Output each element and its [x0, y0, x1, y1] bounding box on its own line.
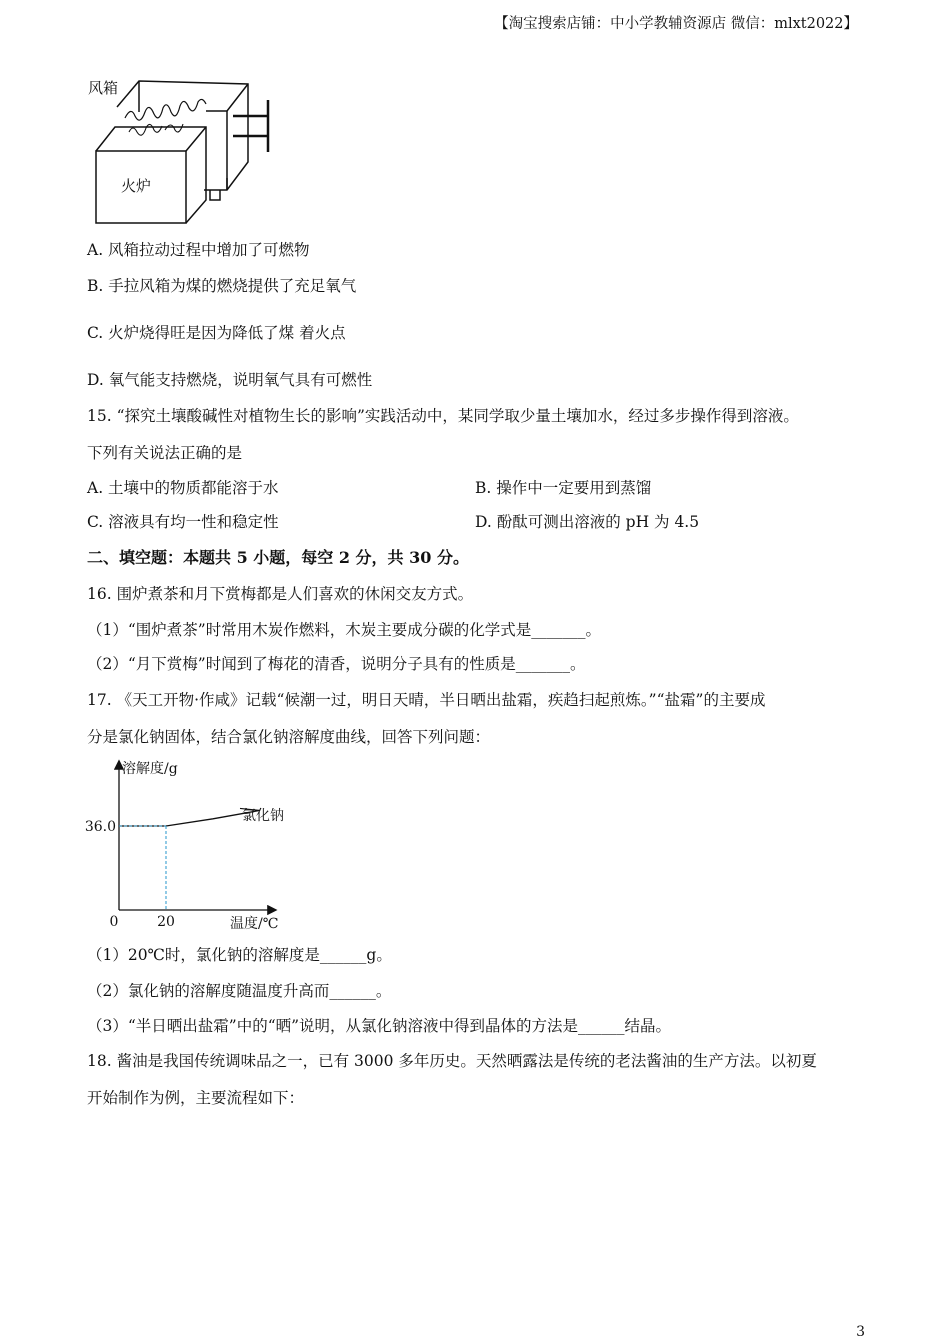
x-axis-label: 温度/℃	[230, 916, 279, 932]
q16-part1: （1）“围炉煮茶”时常用木炭作燃料，木炭主要成分碳的化学式是_______。	[87, 621, 601, 639]
q15-option-c: C. 溶液具有均一性和稳定性	[87, 513, 279, 531]
q17-part3: （3）“半日晒出盐霜”中的“晒”说明，从氯化钠溶液中得到晶体的方法是______结晶。	[87, 1017, 672, 1035]
y-axis-label: 溶解度/g	[122, 761, 178, 777]
q16-stem: 16. 围炉煮茶和月下赏梅都是人们喜欢的休闲交友方式。	[87, 585, 474, 603]
series-label-nacl: 氯化钠	[242, 808, 284, 824]
q15-stem-line2: 下列有关说法正确的是	[87, 444, 243, 462]
q18-stem-line1: 18. 酱油是我国传统调味品之一，已有 3000 多年历史。天然晒露法是传统的老法酱油的生产方法。以初夏	[87, 1052, 817, 1070]
page-header: 【淘宝搜索店铺：中小学教辅资源店 微信：mlxt2022】	[494, 16, 858, 32]
q15-option-b: B. 操作中一定要用到蒸馏	[475, 479, 652, 497]
section2-title: 二、填空题：本题共 5 小题，每空 2 分，共 30 分。	[87, 548, 469, 567]
bellows-handle	[233, 100, 268, 152]
q14-option-d: D. 氧气能支持燃烧，说明氧气具有可燃性	[87, 371, 373, 389]
q14-option-c: C. 火炉烧得旺是因为降低了煤 着火点	[87, 324, 346, 342]
q17-part1: （1）20℃时，氯化钠的溶解度是______g。	[87, 946, 392, 964]
bellows-label: 风箱	[88, 79, 119, 97]
furnace-bellows-figure	[85, 74, 285, 229]
x-tick-0: 0	[109, 914, 119, 930]
q17-part2: （2）氯化钠的溶解度随温度升高而______。	[87, 982, 392, 1000]
solubility-chart	[80, 755, 320, 935]
page-number: 3	[856, 1324, 865, 1340]
bellows-box	[117, 81, 248, 190]
y-tick-36: 36.0	[84, 819, 116, 835]
q14-option-b: B. 手拉风箱为煤的燃烧提供了充足氧气	[87, 277, 357, 295]
q16-part2: （2）“月下赏梅”时闻到了梅花的清香，说明分子具有的性质是_______。	[87, 655, 586, 673]
furnace-label: 火炉	[121, 177, 152, 195]
q15-option-d: D. 酚酞可测出溶液的 pH 为 4.5	[475, 513, 700, 531]
q15-stem-line1: 15. “探究土壤酸碱性对植物生长的影响”实践活动中，某同学取少量土壤加水，经过多步操作得到溶液。	[87, 407, 799, 425]
q18-stem-line2: 开始制作为例，主要流程如下：	[87, 1089, 305, 1107]
nacl-solubility-curve	[119, 810, 260, 826]
q15-option-a: A. 土壤中的物质都能溶于水	[87, 479, 279, 497]
q17-stem-line2: 分是氯化钠固体，结合氯化钠溶解度曲线，回答下列问题：	[87, 728, 491, 746]
q14-option-a: A. 风箱拉动过程中增加了可燃物	[87, 241, 310, 259]
q17-stem-line1: 17. 《天工开物·作咸》记载“候潮一过，明日天晴，半日晒出盐霜，疾趋扫起煎炼。”“盐霜”的主要成	[87, 691, 766, 709]
x-tick-20: 20	[157, 914, 175, 930]
